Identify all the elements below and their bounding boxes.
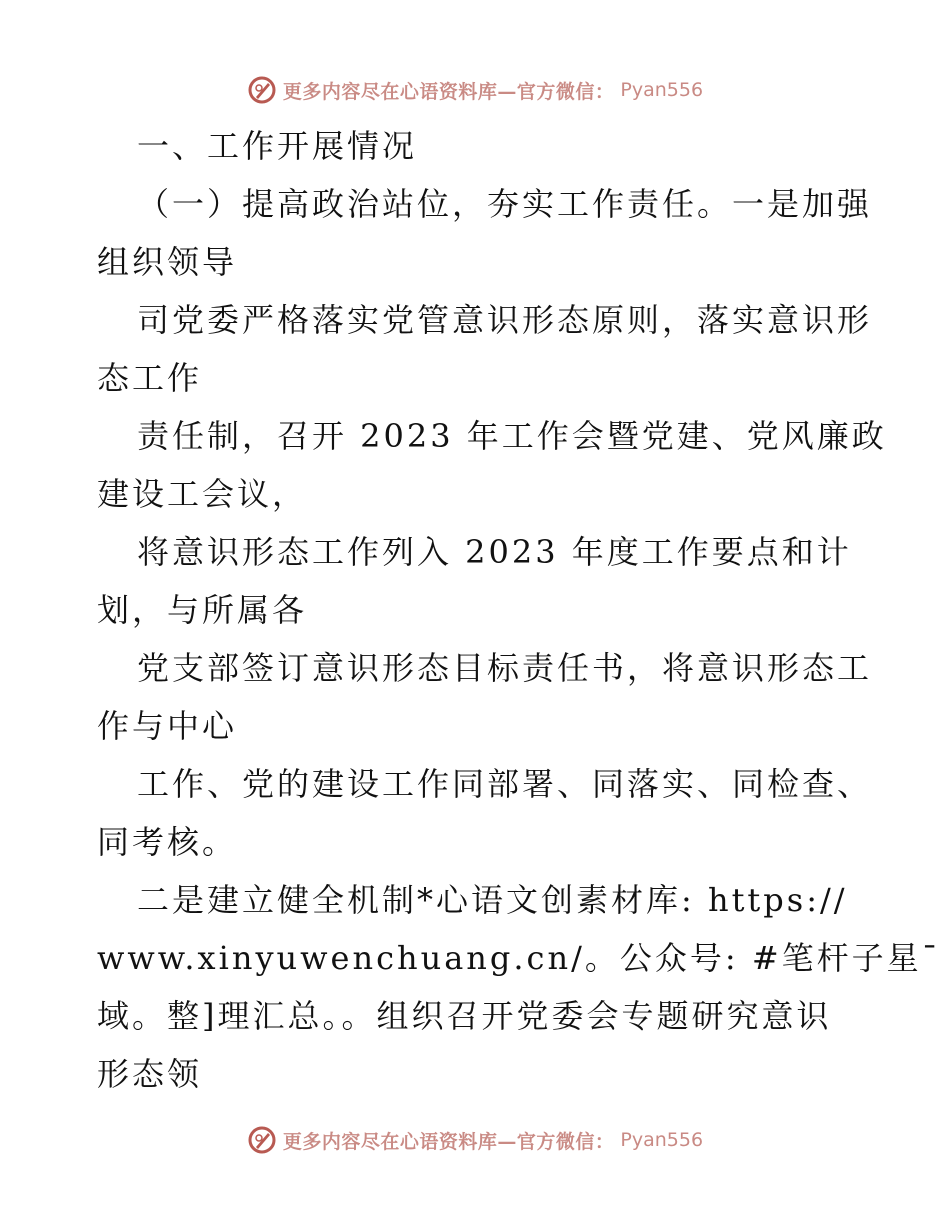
- paragraph-line: 司党委严格落实党管意识形态原则，落实意识形: [137, 301, 873, 339]
- watermark-text: 更多内容尽在心语资料库—官方微信：: [282, 1130, 615, 1153]
- pen-nib-logo-icon: [247, 1125, 277, 1155]
- paragraph-line: 工作、党的建设工作同部署、同落实、同检查、: [137, 765, 873, 803]
- section-heading: 一、工作开展情况: [137, 127, 418, 165]
- watermark-text: 更多内容尽在心语资料库—官方微信：: [282, 80, 615, 103]
- paragraph-line: （一）提高政治站位，夯实工作责任。一是加强: [137, 185, 873, 223]
- watermark-contact: Pyan556: [620, 79, 704, 101]
- paragraph-line: www.xinyuwenchuang.cn/。公众号: #笔杆子星¯: [97, 939, 941, 977]
- paragraph-line: 同考核。: [97, 823, 238, 861]
- paragraph-line: 建设工会议，: [97, 475, 308, 513]
- paragraph-line: 责任制，召开 2023 年工作会暨党建、党风廉政: [137, 417, 887, 455]
- paragraph-line: 组织领导: [97, 243, 238, 281]
- paragraph-line: 形态领: [97, 1055, 203, 1093]
- paragraph-line: 将意识形态工作列入 2023 年度工作要点和计: [137, 533, 852, 571]
- footer-watermark: [0, 1120, 950, 1160]
- watermark-contact: Pyan556: [620, 1129, 704, 1151]
- paragraph-line: 域。整]理汇总。。组织召开党委会专题研究意识: [97, 997, 832, 1035]
- paragraph-line: 二是建立健全机制*心语文创素材库: https://: [137, 881, 848, 919]
- paragraph-line: 划，与所属各: [97, 591, 308, 629]
- document-body: [97, 117, 941, 1103]
- paragraph-line: 党支部签订意识形态目标责任书，将意识形态工: [137, 649, 873, 687]
- paragraph-line: 作与中心: [97, 707, 238, 745]
- paragraph-line: 态工作: [97, 359, 203, 397]
- pen-nib-logo-icon: [247, 75, 277, 105]
- header-watermark: [0, 70, 950, 110]
